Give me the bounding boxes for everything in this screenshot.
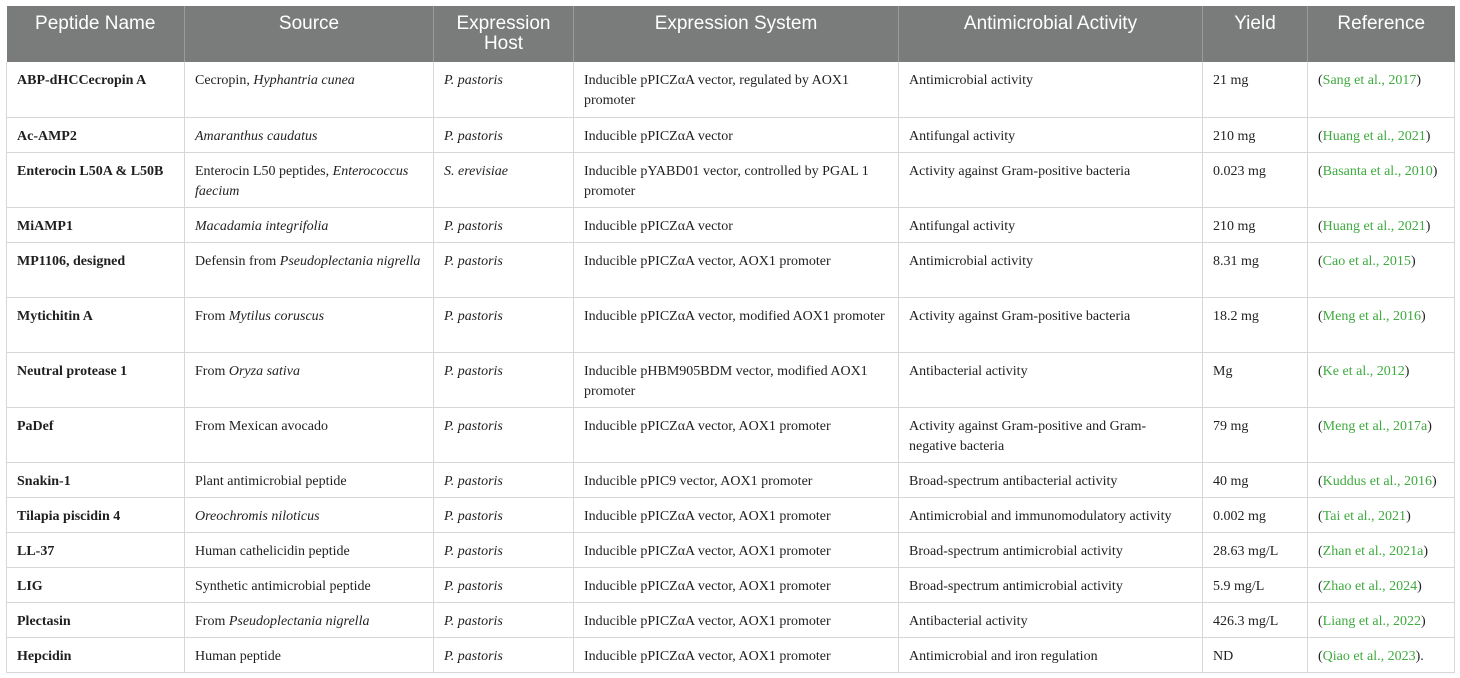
expression-host-cell: P. pastoris [434, 497, 574, 532]
reference-cell [1308, 207, 1455, 242]
reference-open-paren: ( [1318, 308, 1323, 324]
antimicrobial-activity-cell: Antibacterial activity [899, 602, 1203, 637]
table-header-row [7, 6, 1455, 62]
expression-host-cell: P. pastoris [434, 62, 574, 117]
expression-host-cell: P. pastoris [434, 637, 574, 672]
expression-host-cell: P. pastoris [434, 242, 574, 297]
source-text-segment: Cecropin, [195, 73, 254, 88]
peptide-name-cell: MP1106, designed [7, 242, 185, 297]
reference-close-paren: ) [1406, 508, 1411, 524]
source-text-segment: Human peptide [195, 648, 281, 664]
reference-open-paren: ( [1318, 363, 1323, 379]
table-row [7, 117, 1455, 152]
source-text-segment: Enterocin L50 peptides, [195, 163, 333, 179]
antimicrobial-activity-cell: Broad-spectrum antibacterial activity [899, 462, 1203, 497]
antimicrobial-activity-cell: Antimicrobial activity [899, 62, 1203, 117]
yield-cell: 28.63 mg/L [1203, 532, 1308, 567]
source-text-segment: From [195, 363, 229, 379]
reference-open-paren: ( [1318, 128, 1323, 144]
header-expression-system: Expression System [574, 6, 899, 62]
antimicrobial-activity-cell: Antimicrobial and iron regulation [899, 637, 1203, 672]
yield-cell: 21 mg [1203, 62, 1308, 117]
source-text-segment: From [195, 308, 229, 324]
table-row [7, 567, 1455, 602]
source-text-segment: Hyphantria cunea [253, 73, 355, 88]
yield-cell: 426.3 mg/L [1203, 602, 1308, 637]
source-cell [185, 532, 434, 567]
reference-open-paren: ( [1318, 613, 1323, 629]
reference-cell [1308, 117, 1455, 152]
source-cell [185, 567, 434, 602]
reference-open-paren: ( [1318, 73, 1323, 88]
reference-open-paren: ( [1318, 648, 1323, 664]
table-row [7, 407, 1455, 462]
header-peptide-name: Peptide Name [7, 6, 185, 62]
table-body [7, 62, 1455, 672]
reference-link[interactable]: Ke et al., 2012 [1322, 363, 1405, 379]
reference-cell [1308, 152, 1455, 207]
expression-system-cell: Inducible pPICZαA vector, regulated by AOX1 promoter [574, 62, 899, 117]
expression-system-cell: Inducible pPICZαA vector, AOX1 promoter [574, 242, 899, 297]
expression-system-cell: Inducible pPICZαA vector, AOX1 promoter [574, 567, 899, 602]
reference-link[interactable]: Kuddus et al., 2016 [1322, 473, 1432, 489]
expression-host-cell: P. pastoris [434, 407, 574, 462]
peptide-name-cell: Plectasin [7, 602, 185, 637]
reference-cell [1308, 62, 1455, 117]
reference-link[interactable]: Liang et al., 2022 [1322, 613, 1422, 629]
reference-link[interactable]: Cao et al., 2015 [1322, 253, 1411, 269]
reference-link[interactable]: Meng et al., 2016 [1322, 308, 1422, 324]
yield-cell: 210 mg [1203, 117, 1308, 152]
yield-cell: 18.2 mg [1203, 297, 1308, 352]
antimicrobial-activity-cell: Antimicrobial and immunomodulatory activity [899, 497, 1203, 532]
reference-link[interactable]: Huang et al., 2021 [1322, 218, 1426, 234]
peptide-name-cell: PaDef [7, 407, 185, 462]
peptide-name-cell: Neutral protease 1 [7, 352, 185, 407]
expression-host-cell: P. pastoris [434, 532, 574, 567]
reference-open-paren: ( [1318, 418, 1323, 434]
reference-cell [1308, 637, 1455, 672]
source-text-segment: Plant antimicrobial peptide [195, 473, 347, 489]
antimicrobial-activity-cell: Broad-spectrum antimicrobial activity [899, 532, 1203, 567]
antimicrobial-activity-cell: Antimicrobial activity [899, 242, 1203, 297]
table-row [7, 352, 1455, 407]
header-reference: Reference [1308, 6, 1455, 62]
source-text-segment: Defensin from [195, 253, 280, 269]
source-text-segment: From [195, 613, 229, 629]
reference-close-paren: ) [1416, 73, 1422, 88]
source-text-segment: Enterococcus faecium [195, 163, 409, 199]
source-cell [185, 242, 434, 297]
source-text-segment: Pseudoplectania nigrella [228, 613, 370, 629]
table-row [7, 242, 1455, 297]
expression-system-cell: Inducible pPICZαA vector, modified AOX1 promoter [574, 297, 899, 352]
expression-system-cell: Inducible pPICZαA vector [574, 207, 899, 242]
source-cell [185, 352, 434, 407]
reference-link[interactable]: Meng et al., 2017a [1322, 418, 1428, 434]
reference-cell [1308, 297, 1455, 352]
peptide-name-cell: LL-37 [7, 532, 185, 567]
table-row [7, 152, 1455, 207]
reference-open-paren: ( [1318, 508, 1323, 524]
source-text-segment: From Mexican avocado [195, 418, 328, 434]
expression-system-cell: Inducible pPICZαA vector, AOX1 promoter [574, 637, 899, 672]
reference-link[interactable]: Tai et al., 2021 [1322, 508, 1407, 524]
source-cell [185, 407, 434, 462]
yield-cell: ND [1203, 637, 1308, 672]
source-cell [185, 602, 434, 637]
reference-link[interactable]: Huang et al., 2021 [1322, 128, 1426, 144]
expression-host-cell: P. pastoris [434, 352, 574, 407]
source-cell [185, 207, 434, 242]
reference-suffix: . [1420, 648, 1424, 664]
antimicrobial-activity-cell: Antibacterial activity [899, 352, 1203, 407]
table-row [7, 497, 1455, 532]
reference-link[interactable]: Zhan et al., 2021a [1322, 543, 1424, 559]
header-source: Source [185, 6, 434, 62]
reference-close-paren: ) [1431, 473, 1437, 489]
reference-cell [1308, 242, 1455, 297]
reference-cell [1308, 567, 1455, 602]
expression-system-cell: Inducible pPICZαA vector, AOX1 promoter [574, 602, 899, 637]
expression-host-cell: P. pastoris [434, 602, 574, 637]
reference-link[interactable]: Zhao et al., 2024 [1322, 578, 1418, 594]
expression-system-cell: Inducible pYABD01 vector, controlled by PGAL 1 promoter [574, 152, 899, 207]
reference-open-paren: ( [1318, 473, 1323, 489]
peptide-name-cell: ABP-dHCCecropin A [7, 62, 185, 117]
yield-cell: 0.023 mg [1203, 152, 1308, 207]
reference-link[interactable]: Qiao et al., 2023 [1322, 648, 1416, 664]
yield-cell: 40 mg [1203, 462, 1308, 497]
header-expression-host: Expression Host [434, 6, 574, 62]
antimicrobial-activity-cell: Activity against Gram-positive and Gram-negative bacteria [899, 407, 1203, 462]
expression-host-cell: S. erevisiae [434, 152, 574, 207]
reference-open-paren: ( [1318, 163, 1323, 179]
reference-close-paren: ) [1432, 163, 1438, 179]
reference-open-paren: ( [1318, 578, 1323, 594]
yield-cell: 8.31 mg [1203, 242, 1308, 297]
antimicrobial-activity-cell: Activity against Gram-positive bacteria [899, 297, 1203, 352]
source-cell [185, 297, 434, 352]
reference-close-paren: ) [1410, 253, 1416, 269]
reference-close-paren: ) [1427, 418, 1432, 434]
expression-system-cell: Inducible pPICZαA vector [574, 117, 899, 152]
table-row [7, 62, 1455, 117]
table-row [7, 297, 1455, 352]
peptide-name-cell: MiAMP1 [7, 207, 185, 242]
reference-cell [1308, 407, 1455, 462]
source-text-segment: Oryza sativa [228, 363, 301, 379]
yield-cell: 210 mg [1203, 207, 1308, 242]
peptide-name-cell: Mytichitin A [7, 297, 185, 352]
source-cell [185, 637, 434, 672]
source-cell [185, 62, 434, 117]
reference-close-paren: ) [1425, 218, 1431, 234]
expression-host-cell: P. pastoris [434, 567, 574, 602]
table-row [7, 207, 1455, 242]
peptide-name-cell: Tilapia piscidin 4 [7, 497, 185, 532]
source-cell [185, 117, 434, 152]
table-row [7, 602, 1455, 637]
antimicrobial-activity-cell: Antifungal activity [899, 207, 1203, 242]
header-yield: Yield [1203, 6, 1308, 62]
reference-open-paren: ( [1318, 253, 1323, 269]
reference-cell [1308, 602, 1455, 637]
reference-close-paren: ) [1425, 128, 1431, 144]
expression-host-cell: P. pastoris [434, 117, 574, 152]
source-text-segment: Synthetic antimicrobial peptide [195, 578, 371, 594]
reference-close-paren: ) [1415, 648, 1421, 664]
reference-cell [1308, 352, 1455, 407]
table-row [7, 532, 1455, 567]
yield-cell: 79 mg [1203, 407, 1308, 462]
reference-link[interactable]: Basanta et al., 2010 [1322, 163, 1433, 179]
peptide-name-cell: Ac-AMP2 [7, 117, 185, 152]
header-antimicrobial-activity: Antimicrobial Activity [899, 6, 1203, 62]
reference-close-paren: ) [1404, 363, 1410, 379]
source-text-segment: Pseudoplectania nigrella [279, 253, 421, 269]
expression-system-cell: Inducible pPICZαA vector, AOX1 promoter [574, 407, 899, 462]
reference-close-paren: ) [1423, 543, 1429, 559]
reference-close-paren: ) [1417, 578, 1422, 594]
reference-open-paren: ( [1318, 543, 1323, 559]
expression-system-cell: Inducible pHBM905BDM vector, modified AOX1 promoter [574, 352, 899, 407]
table-row [7, 462, 1455, 497]
source-text-segment: Human cathelicidin peptide [195, 543, 350, 559]
expression-host-cell: P. pastoris [434, 207, 574, 242]
reference-close-paren: ) [1421, 613, 1426, 629]
peptide-name-cell: Hepcidin [7, 637, 185, 672]
source-cell [185, 497, 434, 532]
peptide-name-cell: Enterocin L50A & L50B [7, 152, 185, 207]
expression-system-cell: Inducible pPICZαA vector, AOX1 promoter [574, 497, 899, 532]
reference-link[interactable]: Sang et al., 2017 [1322, 73, 1417, 88]
source-text-segment: Oreochromis niloticus [195, 508, 320, 524]
antimicrobial-activity-cell: Activity against Gram-positive bacteria [899, 152, 1203, 207]
antimicrobial-activity-cell: Antifungal activity [899, 117, 1203, 152]
peptide-name-cell: Snakin-1 [7, 462, 185, 497]
expression-system-cell: Inducible pPICZαA vector, AOX1 promoter [574, 532, 899, 567]
reference-cell [1308, 532, 1455, 567]
expression-system-cell: Inducible pPIC9 vector, AOX1 promoter [574, 462, 899, 497]
reference-open-paren: ( [1318, 218, 1323, 234]
reference-cell [1308, 462, 1455, 497]
expression-host-cell: P. pastoris [434, 297, 574, 352]
source-text-segment: Macadamia integrifolia [195, 218, 329, 234]
yield-cell: 5.9 mg/L [1203, 567, 1308, 602]
peptide-name-cell: LIG [7, 567, 185, 602]
reference-cell [1308, 497, 1455, 532]
peptide-expression-table [6, 6, 1455, 673]
reference-close-paren: ) [1421, 308, 1426, 324]
yield-cell: 0.002 mg [1203, 497, 1308, 532]
source-cell [185, 152, 434, 207]
expression-host-cell: P. pastoris [434, 462, 574, 497]
antimicrobial-activity-cell: Broad-spectrum antimicrobial activity [899, 567, 1203, 602]
yield-cell: Mg [1203, 352, 1308, 407]
table-row [7, 637, 1455, 672]
source-text-segment: Mytilus coruscus [228, 308, 325, 324]
source-cell [185, 462, 434, 497]
source-text-segment: Amaranthus caudatus [195, 128, 318, 144]
